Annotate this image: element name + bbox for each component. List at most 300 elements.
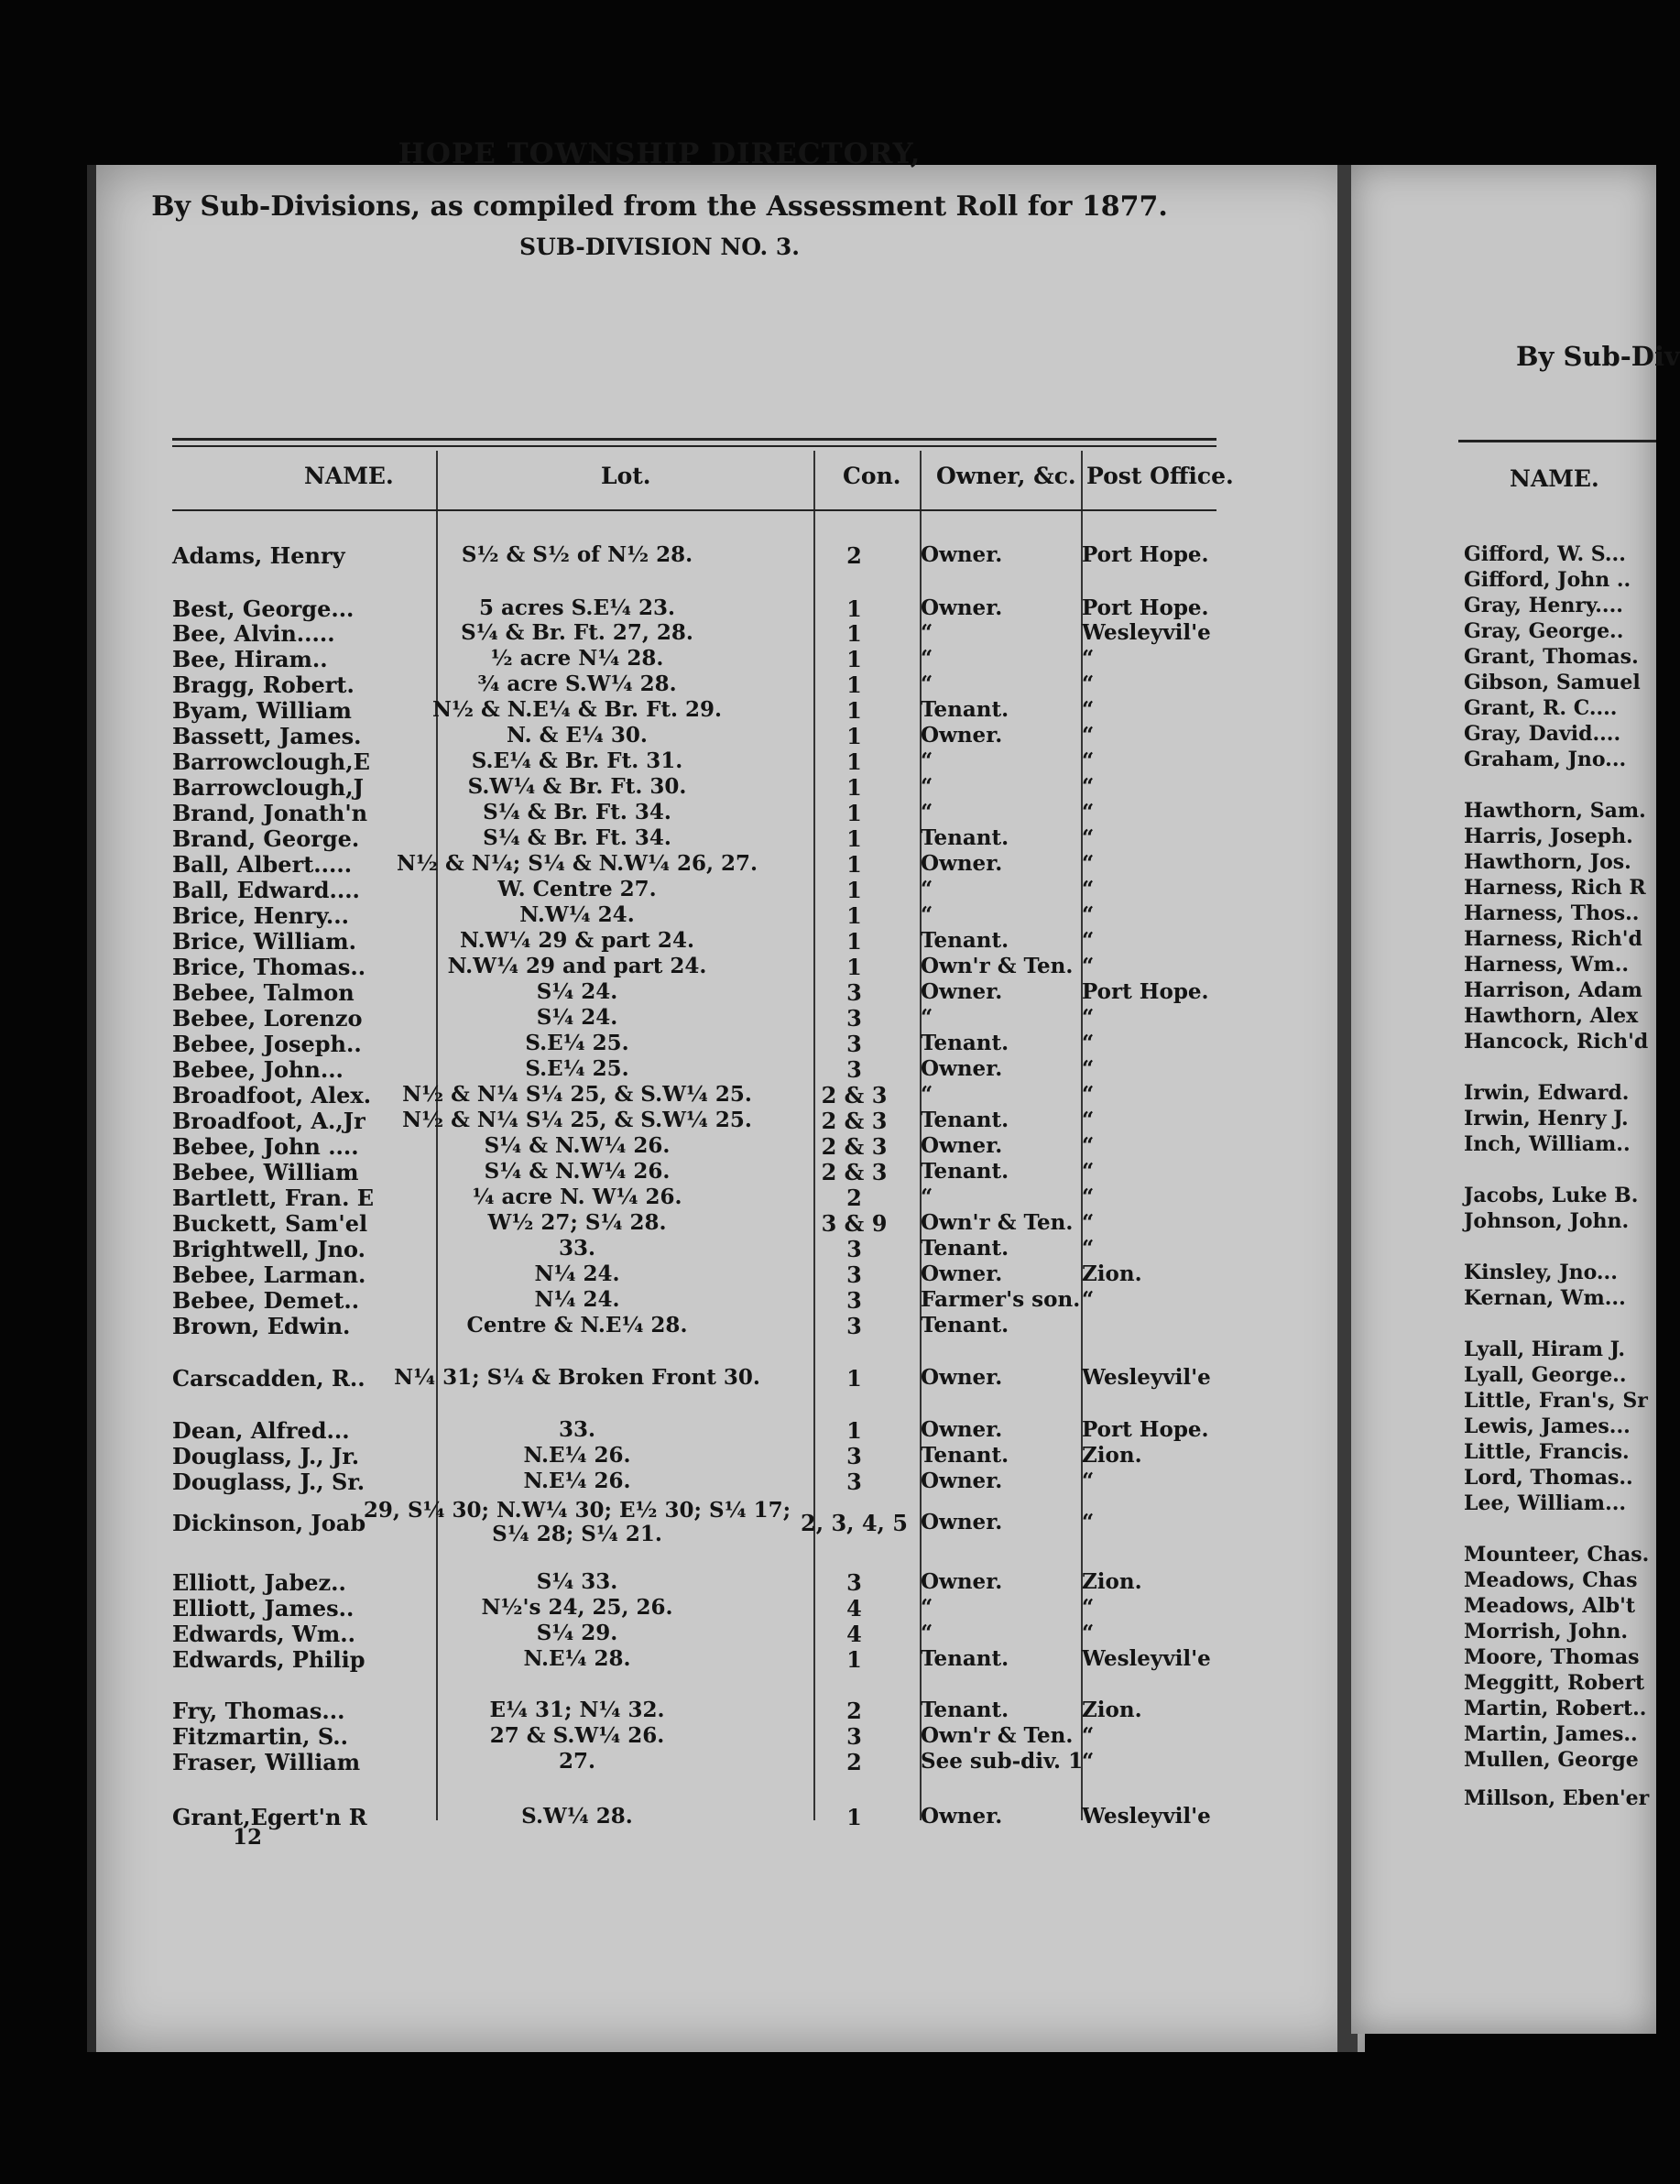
- cell-lot: N.W¼ 29 & part 24.: [460, 928, 694, 953]
- cell-name: Best, George...: [172, 595, 355, 622]
- cell-post: “: [1082, 1210, 1095, 1235]
- cell-post: “: [1082, 697, 1095, 722]
- cell-name: Barrowclough,E: [172, 748, 370, 775]
- right-list-item: Grant, R. C....: [1464, 696, 1618, 720]
- cell-owner: Owner.: [921, 979, 1003, 1004]
- cell-name: Bebee, Talmon: [172, 979, 355, 1006]
- table-row: [0, 1082, 1656, 1108]
- cell-lot: S.E¼ 25.: [525, 1031, 629, 1055]
- table-row: [0, 851, 1656, 877]
- right-list-item: Inch, William..: [1464, 1132, 1631, 1156]
- cell-lot: N.W¼ 29 and part 24.: [447, 954, 707, 978]
- cell-owner: Owner.: [921, 1365, 1003, 1390]
- cell-lot: ¼ acre N. W¼ 26.: [472, 1185, 682, 1209]
- cell-con: 3: [846, 1443, 862, 1469]
- cell-con: 2: [846, 1185, 862, 1211]
- cell-name: Edwards, Wm..: [172, 1621, 355, 1647]
- cell-post: “: [1082, 928, 1095, 953]
- right-list-item: Harness, Thos..: [1464, 901, 1640, 925]
- cell-lot: S.W¼ & Br. Ft. 30.: [467, 774, 687, 799]
- cell-lot: S¼ 24.: [536, 1005, 618, 1030]
- cell-name: Carscadden, R..: [172, 1365, 365, 1392]
- cell-lot: S¼ & Br. Ft. 34.: [483, 800, 671, 824]
- header-rule-top: [172, 438, 1216, 441]
- right-list-item: Little, Fran's, Sr: [1464, 1389, 1648, 1413]
- cell-lot: E¼ 31; N¼ 32.: [489, 1698, 665, 1722]
- cell-post: “: [1082, 1056, 1095, 1081]
- cell-post: “: [1082, 1082, 1095, 1107]
- cell-con: 3 & 9: [821, 1210, 888, 1237]
- col-header-lot: Lot.: [601, 463, 651, 489]
- table-row: [0, 800, 1656, 825]
- cell-con: 2: [846, 1749, 862, 1775]
- right-list-item: Harness, Rich R: [1464, 876, 1646, 900]
- right-list-item: Hawthorn, Alex: [1464, 1004, 1639, 1028]
- table-row: [0, 672, 1656, 697]
- cell-con: 3: [846, 1261, 862, 1288]
- cell-name: Elliott, Jabez..: [172, 1569, 346, 1596]
- table-row: [0, 748, 1656, 774]
- right-list-item: Hawthorn, Sam.: [1464, 799, 1646, 823]
- table-row: [0, 723, 1656, 748]
- cell-owner: “: [921, 748, 933, 773]
- cell-name: Brice, William.: [172, 928, 356, 955]
- cell-name: Elliott, James..: [172, 1595, 355, 1622]
- cell-name: Douglass, J., Sr.: [172, 1469, 365, 1495]
- cell-post: Zion.: [1082, 1569, 1142, 1594]
- cell-post: “: [1082, 800, 1095, 824]
- cell-name: Douglass, J., Jr.: [172, 1443, 360, 1469]
- table-row: [0, 1646, 1656, 1672]
- cell-lot: 27 & S.W¼ 26.: [489, 1723, 665, 1748]
- cell-lot: S¼ & Br. Ft. 34.: [483, 825, 671, 850]
- cell-name: Bebee, Larman.: [172, 1261, 366, 1288]
- cell-name: Bee, Alvin.....: [172, 620, 335, 647]
- table-row: [0, 646, 1656, 672]
- cell-lot: N½'s 24, 25, 26.: [481, 1595, 673, 1620]
- directory-subtitle: By Sub-Divisions, as compiled from the Assessment Roll for 1877.: [151, 191, 1168, 223]
- cell-con: 3: [846, 1236, 862, 1262]
- cell-post: “: [1082, 851, 1095, 876]
- cell-post: “: [1082, 1236, 1095, 1261]
- right-list-item: Mullen, George: [1464, 1748, 1639, 1772]
- table-row: [0, 1210, 1656, 1236]
- col-header-owner: Owner, &c.: [936, 463, 1076, 489]
- table-row: [0, 697, 1656, 723]
- cell-name: Barrowclough,J: [172, 774, 364, 801]
- cell-owner: “: [921, 672, 933, 696]
- cell-con: 3: [846, 1005, 862, 1032]
- cell-name: Adams, Henry: [172, 542, 345, 569]
- right-list-item: Gray, George..: [1464, 619, 1624, 643]
- table-row: [0, 1313, 1656, 1338]
- table-row: [0, 542, 1656, 568]
- cell-owner: Owner.: [921, 595, 1003, 620]
- cell-lot: N.E¼ 28.: [523, 1646, 631, 1671]
- cell-post: “: [1082, 1510, 1095, 1534]
- right-header-rule: [1458, 440, 1656, 442]
- cell-post: “: [1082, 1723, 1095, 1748]
- table-row: [0, 825, 1656, 851]
- cell-lot: 33.: [558, 1417, 595, 1442]
- right-list-item: Moore, Thomas: [1464, 1645, 1640, 1669]
- cell-lot: N. & E¼ 30.: [507, 723, 648, 748]
- cell-post: “: [1082, 1133, 1095, 1158]
- right-list-item: Irwin, Henry J.: [1464, 1107, 1629, 1130]
- right-list-item: Millson, Eben'er: [1464, 1786, 1650, 1810]
- cell-owner: Owner.: [921, 851, 1003, 876]
- right-list-item: Little, Francis.: [1464, 1440, 1630, 1464]
- cell-post: “: [1082, 1185, 1095, 1209]
- table-row: [0, 979, 1656, 1005]
- cell-owner: Tenant.: [921, 928, 1009, 953]
- cell-con: 2 & 3: [821, 1082, 888, 1108]
- right-list-item: Harness, Rich'd: [1464, 927, 1642, 951]
- cell-owner: Tenant.: [921, 1443, 1009, 1468]
- cell-con: 4: [846, 1595, 862, 1622]
- cell-lot: S.E¼ & Br. Ft. 31.: [471, 748, 683, 773]
- cell-con: 1: [846, 902, 862, 929]
- table-row: [0, 1287, 1656, 1313]
- cell-lot: W½ 27; S¼ 28.: [487, 1210, 667, 1235]
- directory-title: HOPE TOWNSHIP DIRECTORY,: [398, 137, 922, 170]
- cell-con: 2 & 3: [821, 1159, 888, 1185]
- cell-lot: 27.: [558, 1749, 595, 1774]
- right-list-item: Gray, Henry....: [1464, 594, 1623, 617]
- table-row: [0, 1698, 1656, 1723]
- cell-owner: Tenant.: [921, 1031, 1009, 1055]
- cell-con: 1: [846, 723, 862, 749]
- cell-lot: N½ & N¼ S¼ 25, & S.W¼ 25.: [402, 1082, 752, 1107]
- cell-name: Brown, Edwin.: [172, 1313, 351, 1339]
- cell-lot: S¼ 24.: [536, 979, 618, 1004]
- cell-lot: N¼ 31; S¼ & Broken Front 30.: [394, 1365, 760, 1390]
- cell-owner: “: [921, 1595, 933, 1620]
- cell-name: Brice, Henry...: [172, 902, 349, 929]
- table-row: [0, 1005, 1656, 1031]
- cell-owner: Own'r & Ten.: [921, 954, 1074, 978]
- table-row: [0, 1236, 1656, 1261]
- cell-name: Brand, Jonath'n: [172, 800, 368, 826]
- right-list-item: Harrison, Adam: [1464, 978, 1642, 1002]
- cell-post: “: [1082, 1159, 1095, 1184]
- cell-post: Zion.: [1082, 1261, 1142, 1286]
- cell-con: 1: [846, 1365, 862, 1392]
- cell-owner: Tenant.: [921, 1646, 1009, 1671]
- cell-owner: Owner.: [921, 723, 1003, 748]
- cell-name: Fraser, William: [172, 1749, 361, 1775]
- cell-con: 3: [846, 1287, 862, 1314]
- right-list-item: Gifford, John ..: [1464, 568, 1631, 592]
- cell-con: 1: [846, 877, 862, 903]
- table-row: [0, 902, 1656, 928]
- cell-name: Dickinson, Joab: [172, 1510, 366, 1536]
- cell-name: Bebee, William: [172, 1159, 359, 1185]
- cell-con: 3: [846, 1056, 862, 1083]
- table-row: [0, 1185, 1656, 1210]
- right-list-item: Meadows, Alb't: [1464, 1594, 1636, 1618]
- cell-lot: S¼ & N.W¼ 26.: [484, 1159, 671, 1184]
- cell-lot: S.E¼ 25.: [525, 1056, 629, 1081]
- cell-lot: N½ & N.E¼ & Br. Ft. 29.: [431, 697, 723, 722]
- cell-name: Bee, Hiram..: [172, 646, 328, 672]
- cell-name: Bragg, Robert.: [172, 672, 355, 698]
- cell-owner: “: [921, 646, 933, 671]
- header-rule-bottom: [172, 445, 1216, 447]
- right-page-subtitle: By Sub-Div: [1516, 341, 1680, 372]
- right-list-item: Mounteer, Chas.: [1464, 1543, 1650, 1567]
- cell-lot: N.E¼ 26.: [523, 1443, 631, 1468]
- cell-post: Wesleyvil'e: [1082, 1365, 1211, 1390]
- cell-con: 1: [846, 672, 862, 698]
- right-list-item: Lord, Thomas..: [1464, 1466, 1633, 1490]
- cell-name: Fitzmartin, S..: [172, 1723, 349, 1750]
- cell-con: 1: [846, 825, 862, 852]
- cell-owner: Farmer's son.: [921, 1287, 1081, 1312]
- cell-owner: Tenant.: [921, 697, 1009, 722]
- right-list-item: Johnson, John.: [1464, 1209, 1630, 1233]
- cell-name: Ball, Albert.....: [172, 851, 353, 878]
- right-list-item: Gibson, Samuel: [1464, 671, 1641, 694]
- right-list-item: Grant, Thomas.: [1464, 645, 1639, 669]
- table-row: [0, 1749, 1656, 1774]
- right-list-item: Meadows, Chas: [1464, 1568, 1638, 1592]
- right-col-header-name: NAME.: [1510, 465, 1599, 492]
- col-header-name: NAME.: [304, 463, 394, 489]
- right-list-item: Hancock, Rich'd: [1464, 1030, 1649, 1054]
- right-list-item: Gifford, W. S...: [1464, 542, 1626, 566]
- cell-owner: “: [921, 620, 933, 645]
- table-row: [0, 1723, 1656, 1749]
- page-number: 12: [233, 1825, 263, 1850]
- cell-owner: Own'r & Ten.: [921, 1210, 1074, 1235]
- cell-name: Dean, Alfred...: [172, 1417, 350, 1444]
- cell-name: Bartlett, Fran. E: [172, 1185, 375, 1211]
- cell-con: 1: [846, 1417, 862, 1444]
- cell-con: 1: [846, 800, 862, 826]
- cell-lot: N¼ 24.: [534, 1287, 620, 1312]
- cell-owner: Owner.: [921, 1469, 1003, 1493]
- cell-con: 3: [846, 1469, 862, 1495]
- cell-owner: Tenant.: [921, 1159, 1009, 1184]
- cell-post: Wesleyvil'e: [1082, 620, 1211, 645]
- cell-name: Bebee, John ....: [172, 1133, 359, 1160]
- cell-con: 2 & 3: [821, 1133, 888, 1160]
- cell-con: 3: [846, 979, 862, 1006]
- sub-division-heading: SUB-DIVISION NO. 3.: [518, 234, 801, 260]
- cell-con: 3: [846, 1313, 862, 1339]
- cell-post: Port Hope.: [1082, 979, 1209, 1004]
- table-row: [0, 1159, 1656, 1185]
- cell-post: “: [1082, 954, 1095, 978]
- right-list-item: Kernan, Wm...: [1464, 1286, 1626, 1310]
- cell-name: Grant,Egert'n R: [172, 1804, 367, 1830]
- right-list-item: Lyall, George..: [1464, 1363, 1627, 1387]
- cell-owner: “: [921, 774, 933, 799]
- cell-post: “: [1082, 1108, 1095, 1132]
- table-row: [0, 1469, 1656, 1494]
- cell-con: 1: [846, 928, 862, 955]
- cell-name: Edwards, Philip: [172, 1646, 365, 1673]
- cell-owner: Owner.: [921, 1261, 1003, 1286]
- cell-name: Bassett, James.: [172, 723, 362, 749]
- right-list-item: Harris, Joseph.: [1464, 824, 1633, 848]
- cell-post: “: [1082, 1749, 1095, 1774]
- table-row: [0, 774, 1656, 800]
- table-row: [0, 1621, 1656, 1646]
- cell-owner: Owner.: [921, 542, 1003, 567]
- cell-owner: Tenant.: [921, 825, 1009, 850]
- cell-name: Bebee, Joseph..: [172, 1031, 362, 1057]
- cell-name: Brightwell, Jno.: [172, 1236, 365, 1262]
- table-row: [0, 1133, 1656, 1159]
- right-list-item: Lee, William...: [1464, 1491, 1627, 1515]
- cell-name: Broadfoot, Alex.: [172, 1082, 372, 1108]
- cell-post: “: [1082, 672, 1095, 696]
- right-list-item: Lewis, James...: [1464, 1414, 1631, 1438]
- cell-name: Buckett, Sam'el: [172, 1210, 368, 1237]
- cell-name: Byam, William: [172, 697, 352, 724]
- cell-con: 1: [846, 620, 862, 647]
- cell-owner: See sub-div. 1: [921, 1749, 1084, 1774]
- cell-lot: 5 acres S.E¼ 23.: [479, 595, 675, 620]
- cell-owner: “: [921, 800, 933, 824]
- right-list-item: Harness, Wm..: [1464, 953, 1630, 977]
- cell-con: 2: [846, 1698, 862, 1724]
- cell-name: Bebee, Lorenzo: [172, 1005, 363, 1032]
- cell-lot: N¼ 24.: [534, 1261, 620, 1286]
- cell-name: Ball, Edward....: [172, 877, 360, 903]
- cell-con: 1: [846, 748, 862, 775]
- cell-name: Broadfoot, A.,Jr: [172, 1108, 365, 1134]
- cell-con: 2: [846, 542, 862, 569]
- right-list-item: Kinsley, Jno...: [1464, 1261, 1618, 1284]
- cell-post: “: [1082, 877, 1095, 901]
- cell-post: “: [1082, 902, 1095, 927]
- column-header-rule: [172, 509, 1216, 511]
- cell-post: “: [1082, 1287, 1095, 1312]
- table-row: [0, 928, 1656, 954]
- table-row: [0, 1261, 1656, 1287]
- table-row: [0, 1108, 1656, 1133]
- cell-lot: N.E¼ 26.: [523, 1469, 631, 1493]
- right-list-item: Hawthorn, Jos.: [1464, 850, 1631, 874]
- cell-lot: S¼ & N.W¼ 26.: [484, 1133, 671, 1158]
- cell-owner: Tenant.: [921, 1108, 1009, 1132]
- cell-lot: Centre & N.E¼ 28.: [466, 1313, 688, 1338]
- right-list-item: Irwin, Edward.: [1464, 1081, 1630, 1105]
- cell-con: 4: [846, 1621, 862, 1647]
- cell-con: 1: [846, 954, 862, 980]
- table-row: [0, 1595, 1656, 1621]
- table-row: [0, 1056, 1656, 1082]
- cell-post: “: [1082, 1621, 1095, 1645]
- cell-con: 1: [846, 595, 862, 622]
- cell-post: “: [1082, 1595, 1095, 1620]
- cell-post: Port Hope.: [1082, 1417, 1209, 1442]
- right-list-item: Morrish, John.: [1464, 1620, 1628, 1643]
- cell-con: 1: [846, 1646, 862, 1673]
- cell-con: 2, 3, 4, 5: [801, 1510, 908, 1536]
- cell-owner: Owner.: [921, 1056, 1003, 1081]
- cell-con: 3: [846, 1569, 862, 1596]
- right-list-item: Meggitt, Robert: [1464, 1671, 1645, 1695]
- cell-con: 3: [846, 1723, 862, 1750]
- cell-post: Port Hope.: [1082, 595, 1209, 620]
- cell-lot: W. Centre 27.: [497, 877, 657, 901]
- cell-owner: Owner.: [921, 1510, 1003, 1534]
- cell-owner: “: [921, 902, 933, 927]
- cell-con: 1: [846, 646, 862, 672]
- table-row: [0, 954, 1656, 979]
- cell-con: 1: [846, 774, 862, 801]
- cell-post: “: [1082, 825, 1095, 850]
- cell-owner: Tenant.: [921, 1313, 1009, 1338]
- cell-lot: S.W¼ 28.: [521, 1804, 633, 1829]
- cell-owner: Tenant.: [921, 1236, 1009, 1261]
- cell-name: Fry, Thomas...: [172, 1698, 345, 1724]
- cell-post: “: [1082, 1031, 1095, 1055]
- cell-post: “: [1082, 723, 1095, 748]
- col-header-post-office: Post Office.: [1086, 463, 1234, 489]
- cell-lot: N½ & N¼ S¼ 25, & S.W¼ 25.: [402, 1108, 752, 1132]
- cell-owner: “: [921, 1185, 933, 1209]
- cell-post: Zion.: [1082, 1698, 1142, 1722]
- table-row: [0, 595, 1656, 621]
- right-list-item: Martin, Robert..: [1464, 1697, 1647, 1720]
- cell-post: “: [1082, 646, 1095, 671]
- cell-name: Bebee, John...: [172, 1056, 344, 1083]
- cell-post: “: [1082, 774, 1095, 799]
- cell-post: “: [1082, 1005, 1095, 1030]
- cell-lot: ½ acre N¼ 28.: [490, 646, 664, 671]
- right-list-item: Lyall, Hiram J.: [1464, 1338, 1626, 1361]
- cell-owner: Owner.: [921, 1569, 1003, 1594]
- cell-post: “: [1082, 1469, 1095, 1493]
- cell-con: 1: [846, 851, 862, 878]
- table-row: [0, 1031, 1656, 1056]
- cell-lot: ¾ acre S.W¼ 28.: [477, 672, 677, 696]
- cell-lot: S½ & S½ of N½ 28.: [461, 542, 693, 567]
- cell-lot: 29, S¼ 30; N.W¼ 30; E½ 30; S¼ 17; S¼ 28; S¼ 21.: [363, 1498, 791, 1546]
- right-list-item: Graham, Jno...: [1464, 748, 1627, 771]
- cell-owner: Owner.: [921, 1133, 1003, 1158]
- cell-post: Zion.: [1082, 1443, 1142, 1468]
- right-list-item: Martin, James..: [1464, 1722, 1638, 1746]
- cell-con: 1: [846, 697, 862, 724]
- cell-lot: S¼ 29.: [536, 1621, 618, 1645]
- table-row: [0, 1365, 1656, 1391]
- cell-post: Wesleyvil'e: [1082, 1646, 1211, 1671]
- cell-owner: Own'r & Ten.: [921, 1723, 1074, 1748]
- right-list-item: Gray, David....: [1464, 722, 1621, 746]
- cell-con: 2 & 3: [821, 1108, 888, 1134]
- cell-owner: “: [921, 1621, 933, 1645]
- cell-post: “: [1082, 748, 1095, 773]
- cell-name: Brand, George.: [172, 825, 360, 852]
- cell-lot: N½ & N¼; S¼ & N.W¼ 26, 27.: [396, 851, 758, 876]
- cell-owner: “: [921, 1005, 933, 1030]
- cell-owner: “: [921, 1082, 933, 1107]
- cell-lot: N.W¼ 24.: [519, 902, 635, 927]
- table-row: [0, 620, 1656, 646]
- cell-con: 3: [846, 1031, 862, 1057]
- cell-lot: 33.: [558, 1236, 595, 1261]
- cell-name: Brice, Thomas..: [172, 954, 366, 980]
- cell-con: 1: [846, 1804, 862, 1830]
- table-row: [0, 1417, 1656, 1443]
- cell-lot: S¼ 33.: [536, 1569, 618, 1594]
